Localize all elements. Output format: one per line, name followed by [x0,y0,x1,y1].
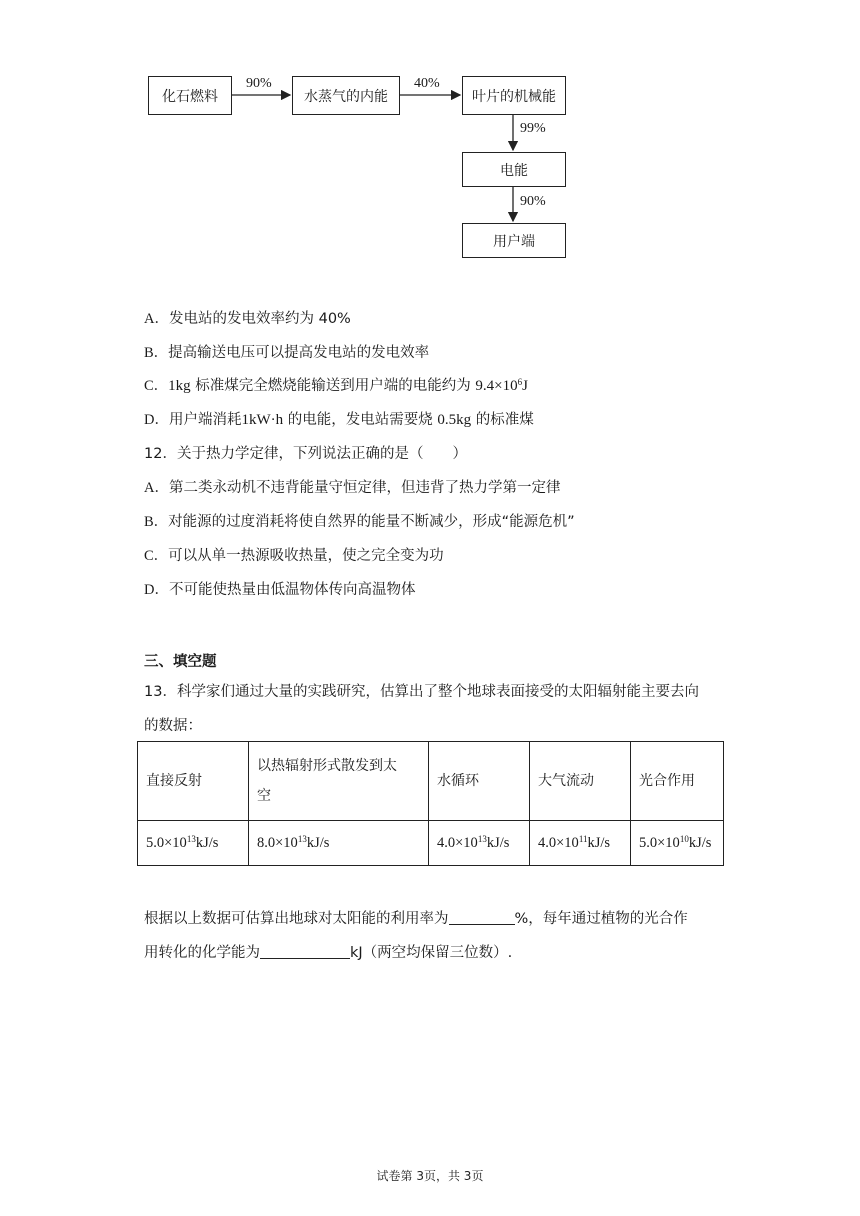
table-row [138,821,724,866]
edge-label-fuel-to-steam: 90% [246,76,272,91]
energy-exponent: 6 [517,377,523,387]
option-label: B． [144,345,169,361]
q11-option-b [144,343,429,363]
q12-option-d [144,580,415,600]
edge-label-blade-to-electric: 99% [520,121,546,136]
table-header-cell: 直接反射 [138,742,249,821]
table-header-row [138,742,724,821]
answer-text: %，每年通过植物的光合作 [514,911,688,927]
answer-text: kJ（两空均保留三位数）. [350,945,513,961]
option-text: 第二类永动机不违背能量守恒定律，但违背了热力学第一定律 [168,480,561,496]
option-text: 可以从单一热源吸收热量，使之完全变为功 [168,548,444,564]
option-text: 用户端消耗 [168,412,242,428]
option-text: 的标准煤 [471,412,534,428]
answer-text: 根据以上数据可估算出地球对太阳能的利用率为 [144,911,449,927]
option-label: D． [144,412,169,428]
table-cell [249,821,429,866]
node-electric: 电能 [462,152,566,187]
q12-option-b [144,512,575,532]
q13-answer-line1 [144,908,688,929]
q11-option-a [144,309,351,329]
q13-stem-line1: 13．科学家们通过大量的实践研究，估算出了整个地球表面接受的太阳辐射能主要去向 [144,684,699,700]
option-label: B． [144,514,169,530]
value-unit: kJ/s [486,835,510,851]
energy-flowchart [0,0,860,280]
answer-blank-1[interactable] [449,908,515,925]
option-label: D． [144,582,169,598]
q13-answer-line2 [144,942,512,963]
option-text: 的电能，发电站需要烧 [283,412,438,428]
q11-option-d [144,410,534,430]
table-cell [429,821,530,866]
option-text: 提高输送电压可以提高发电站的发电效率 [168,345,430,361]
q12-stem: 12．关于热力学定律，下列说法正确的是（ ） [144,446,467,462]
section-title: 三、填空题 [144,654,217,670]
table-cell [530,821,631,866]
node-steam-energy: 水蒸气的内能 [292,76,400,115]
coal-mass: 0.5kg [437,412,472,428]
node-blade-energy: 叶片的机械能 [462,76,566,115]
header-line: 以热辐射形式散发到太 [257,758,397,774]
table-cell [138,821,249,866]
q12-option-c [144,546,444,566]
option-label: A． [144,480,169,496]
page-footer: 试卷第 3页，共 3页 [376,1169,484,1183]
value-exponent: 10 [679,834,689,844]
value-exponent: 13 [186,834,196,844]
value-mantissa: 8.0×10 [257,835,298,851]
node-user-end: 用户端 [462,223,566,258]
value-unit: kJ/s [306,835,330,851]
q11-option-c [144,376,528,396]
edge-label-steam-to-blade: 40% [414,76,440,91]
solar-energy-table [137,741,724,866]
q12-option-a [144,478,560,498]
value-exponent: 11 [578,834,588,844]
q13-stem-line2: 的数据： [144,718,202,734]
energy-unit-kwh: 1kW·h [241,412,284,428]
header-line: 空 [257,788,271,804]
edge-label-electric-to-user: 90% [520,194,546,209]
value-mantissa: 5.0×10 [146,835,187,851]
table-header-cell: 光合作用 [631,742,724,821]
option-text: 不可能使热量由低温物体传向高温物体 [168,582,416,598]
energy-mantissa: 9.4×10 [475,378,518,394]
energy-value [475,378,528,394]
node-fossil-fuel: 化石燃料 [148,76,232,115]
table-header-cell [249,742,429,821]
value-mantissa: 4.0×10 [437,835,478,851]
value-exponent: 13 [477,834,487,844]
option-text: 发电站的发电效率约为 40% [168,311,351,327]
table-cell [631,821,724,866]
option-label: A． [144,311,169,327]
answer-blank-2[interactable] [260,942,350,959]
answer-text: 用转化的化学能为 [144,945,260,961]
option-text: 对能源的过度消耗将使自然界的能量不断减少，形成“能源危机” [168,514,575,530]
value-mantissa: 4.0×10 [538,835,579,851]
option-label: C． [144,548,169,564]
table-header-cell: 大气流动 [530,742,631,821]
coal-mass: 1kg [168,378,191,394]
value-mantissa: 5.0×10 [639,835,680,851]
table-header-cell: 水循环 [429,742,530,821]
option-label: C． [144,378,169,394]
value-exponent: 13 [297,834,307,844]
option-text: 标准煤完全燃烧能输送到用户端的电能约为 [190,378,476,394]
energy-unit: J [522,378,528,394]
value-unit: kJ/s [587,835,611,851]
value-unit: kJ/s [688,835,712,851]
value-unit: kJ/s [195,835,219,851]
flowchart-arrows [0,0,860,280]
